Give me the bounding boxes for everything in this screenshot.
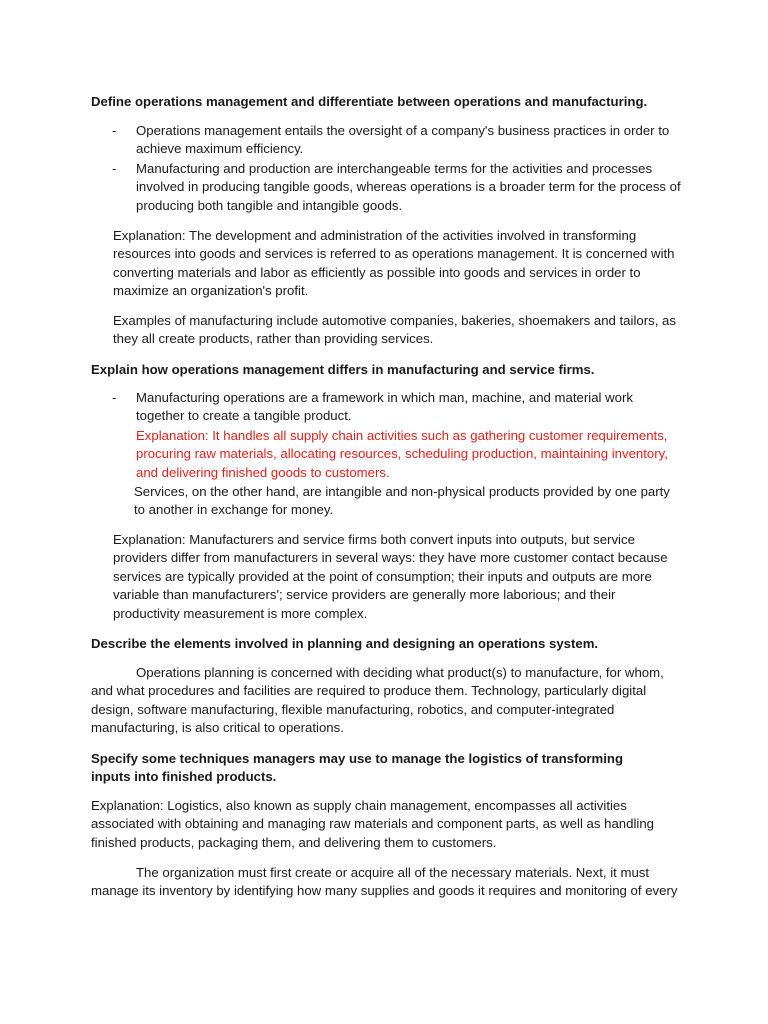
q4-explanation: Explanation: Logistics, also known as supply chain management, encompasses all activities associated with obtaining and managing raw materials and component parts, as well as handling finished products, packaging them, and delivering them to customers. [91,798,654,850]
question-2-heading: Explain how operations management differs in manufacturing and service firms. [91,362,595,377]
bullet-dash: - [112,390,117,405]
q2-bullet-1-text: Manufacturing operations are a framework in which man, machine, and material work together to create a tangible product. [136,390,633,424]
bullet-dash: - [112,161,117,176]
q4-paragraph: The organization must first create or acquire all of the necessary materials. Next, it must manage its inventory by identifying how many supplies and goods it requires and monitoring of every [91,865,678,899]
q1-examples: Examples of manufacturing include automotive companies, bakeries, shoemakers and tailors, as they all create products, rather than providing services. [113,313,676,347]
question-4-heading: Specify some techniques managers may use to manage the logistics of transforming inputs into finished products. [91,751,624,785]
q3-paragraph: Operations planning is concerned with deciding what product(s) to manufacture, for whom, and what procedures and facilities are required to produce them. Technology, particularly digital design, software manufacturing, flexible manufacturing, robotics, and computer-integrated manufacturing, is also critical to operations. [91,665,664,736]
q1-bullet-2-text: Manufacturing and production are interchangeable terms for the activities and processes involved in producing tangible goods, whereas operations is a broader term for the process of producing both tangible and intangible goods. [136,161,681,213]
q1-explanation: Explanation: The development and administration of the activities involved in transforming resources into goods and services is referred to as operations management. It is concerned with converting materials and labor as efficiently as possible into goods and services in order to maximize an organization's profit. [113,228,675,299]
q2-services: Services, on the other hand, are intangible and non-physical products provided by one party to another in exchange for money. [134,484,670,518]
question-1-heading: Define operations management and differentiate between operations and manufacturing. [91,94,648,109]
q2-red-explanation: Explanation: It handles all supply chain activities such as gathering customer requirements, procuring raw materials, allocating resources, scheduling production, maintaining inventory, and delivering finished goods to customers. [136,428,668,480]
q1-bullet-1-text: Operations management entails the oversight of a company's business practices in order to achieve maximum efficiency. [136,123,670,157]
question-3-heading: Describe the elements involved in planning and designing an operations system. [91,636,599,651]
bullet-dash: - [112,123,117,138]
q2-explanation: Explanation: Manufacturers and service firms both convert inputs into outputs, but service providers differ from manufacturers in several ways: they have more customer contact because services are typically provided at the point of consumption; their inputs and outputs are more variable than manufacturers'; service providers are generally more laborious; and their productivity measurement is more complex. [113,532,668,621]
